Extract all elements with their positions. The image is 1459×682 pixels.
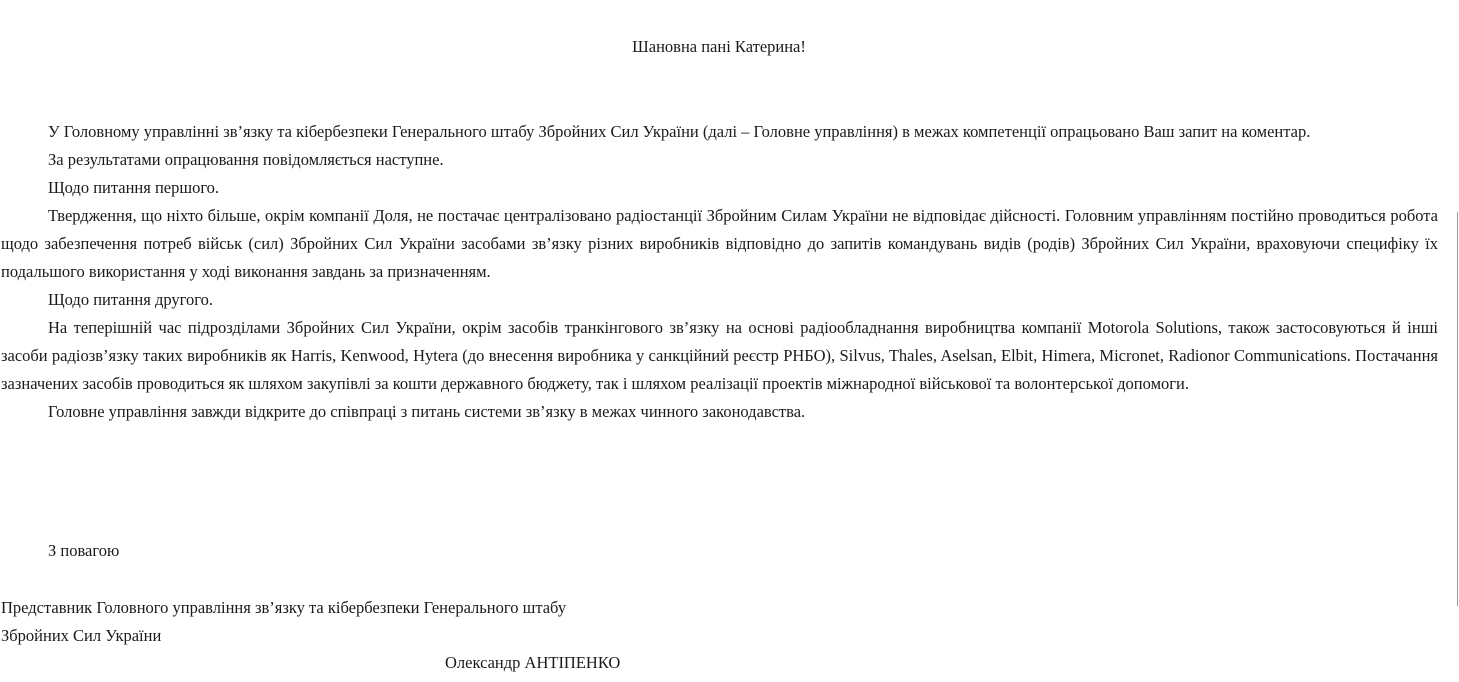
- letter-closing: З повагою: [48, 541, 120, 560]
- paragraph-cooperation: Головне управління завжди відкрите до співпраці з питань системи зв’язку в межах чинного законодавства.: [48, 402, 806, 421]
- letter-greeting: Шановна пані Катерина!: [632, 37, 806, 56]
- paragraph-question-one-heading: Щодо питання першого.: [48, 178, 220, 197]
- paragraph-question-two-answer: На теперішній час підрозділами Збройних Сил України, окрім засобів транкінгового зв’язку на основі радіообладнання виробництва компанії Motorola Solutions, також застосовуються й інші засоби радіозв’язку таких виробників як Harris, Kenwood, Hytera (до внесення виробника у санкційний реєстр РНБО), Silvus, Thales, Aselsan, Elbit, Himera, Micronet, Radionor Communications. Постачання зазначених засобів проводиться як шляхом закупівлі за кошти державного бюджету, так і шляхом реалізації проектів міжнародної військової та волонтерської допомоги.: [1, 318, 1438, 393]
- scrollbar-track[interactable]: [1457, 212, 1458, 606]
- letter-body: [1, 118, 1438, 426]
- paragraph-question-one-answer: Твердження, що ніхто більше, окрім компанії Доля, не постачає централізовано радіостанції Збройним Силам України не відповідає дійсності. Головним управлінням постійно проводиться робота щодо забезпечення потреб військ (сил) Збройних Сил України засобами зв’язку різних виробників відповідно до запитів командувань видів (родів) Збройних Сил України, враховуючи специфіку їх подальшого використання у ході виконання завдань за призначенням.: [1, 206, 1438, 281]
- paragraph-results: За результатами опрацювання повідомляється наступне.: [48, 150, 444, 169]
- paragraph-intro: У Головному управлінні зв’язку та кібербезпеки Генерального штабу Збройних Сил України (далі – Головне управління) в межах компетенції опрацьовано Ваш запит на коментар.: [48, 122, 1311, 141]
- paragraph-question-two-heading: Щодо питання другого.: [48, 290, 213, 309]
- signer-title-line-2: Збройних Сил України: [1, 626, 162, 645]
- signer-title-line-1: Представник Головного управління зв’язку та кібербезпеки Генерального штабу: [1, 598, 567, 617]
- signer-name: Олександр АНТІПЕНКО: [445, 653, 621, 672]
- signer-title: [1, 594, 566, 650]
